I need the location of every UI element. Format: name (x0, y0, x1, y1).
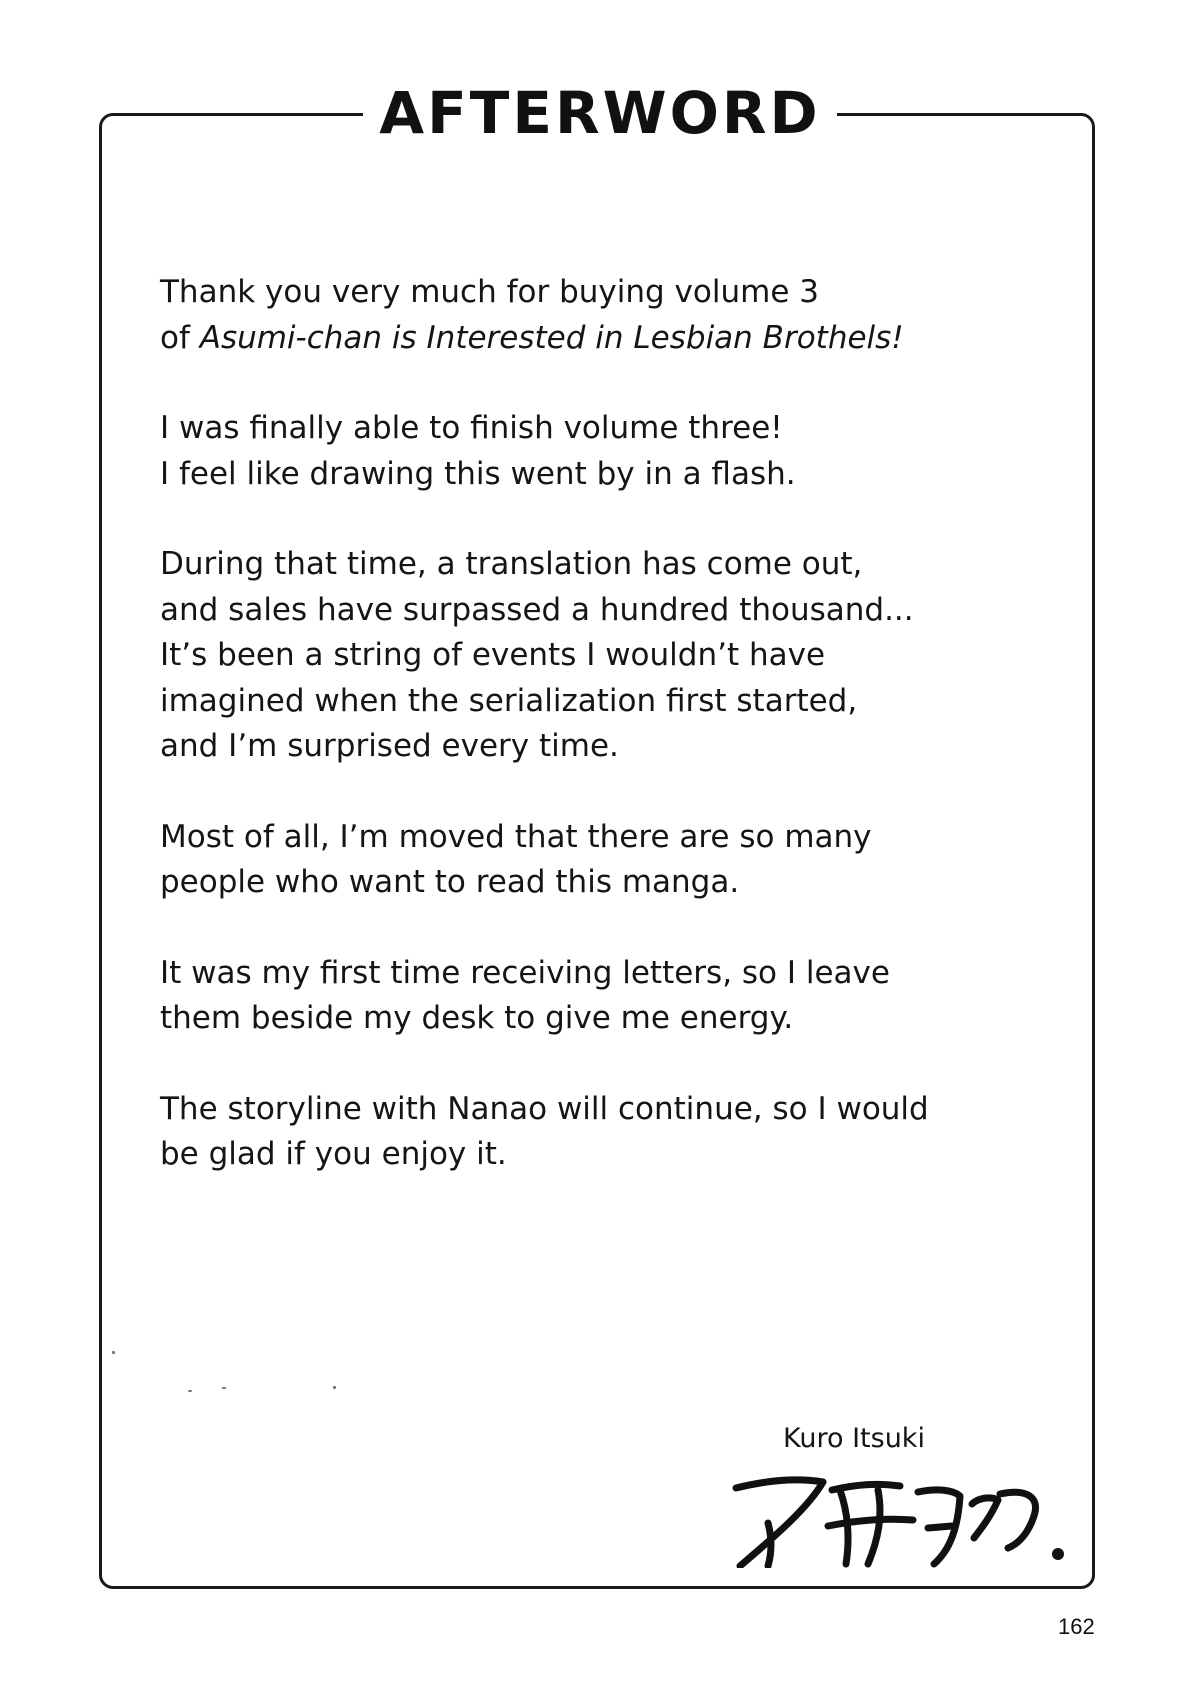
paragraph-5 (160, 951, 1060, 1042)
scan-speck (188, 1390, 192, 1392)
signature-stroke (736, 1480, 823, 1488)
signature-stroke (1000, 1492, 1036, 1548)
page-number: 162 (1058, 1614, 1095, 1639)
signature-stroke (972, 1498, 998, 1538)
paragraph-4-line-1: Most of all, I’m moved that there are so many (160, 818, 872, 855)
paragraph-2-line-1: I was finally able to finish volume three! (160, 410, 783, 446)
paragraph-5-line-1: It was my first time receiving letters, so I leave (160, 954, 890, 991)
signature-stroke (740, 1482, 823, 1566)
paragraph-4-line-2: people who want to read this manga. (160, 864, 740, 900)
paragraph-4 (160, 815, 1060, 906)
signature-stroke (768, 1523, 771, 1566)
paragraph-6 (160, 1087, 1060, 1178)
paragraph-3-line-1: During that time, a translation has come out, (160, 546, 863, 582)
paragraph-1-line-1: Thank you very much for buying volume 3 (160, 274, 819, 310)
book-title: Asumi-chan is Interested in Lesbian Brothels! (199, 319, 904, 356)
author-signature (728, 1468, 1068, 1568)
paragraph-2-line-2: I feel like drawing this went by in a flash. (160, 455, 796, 492)
paragraph-3-line-5: and I’m surprised every time. (160, 728, 619, 764)
signature-stroke (928, 1526, 952, 1528)
paragraph-3-line-3: It’s been a string of events I wouldn’t have (160, 637, 826, 673)
paragraph-2 (160, 406, 1060, 497)
afterword-body (160, 270, 1060, 1223)
paragraph-1 (160, 270, 1060, 361)
signature-dot (1052, 1548, 1064, 1560)
signature-stroke (828, 1519, 913, 1526)
scan-speck (333, 1386, 336, 1389)
author-name: Kuro Itsuki (783, 1423, 925, 1454)
paragraph-6-line-1: The storyline with Nanao will continue, so I would (160, 1090, 929, 1127)
paragraph-1-line-2 (160, 316, 1060, 362)
signature-stroke (868, 1490, 880, 1564)
scan-speck (112, 1351, 115, 1354)
scan-speck (222, 1387, 226, 1389)
afterword-heading: AFTERWORD (363, 80, 836, 146)
paragraph-3-line-4: imagined when the serialization first started, (160, 682, 858, 719)
paragraph-3-line-2: and sales have surpassed a hundred thousand... (160, 591, 914, 628)
paragraph-5-line-2: them beside my desk to give me energy. (160, 1000, 794, 1036)
paragraph-6-line-2: be glad if you enjoy it. (160, 1136, 507, 1172)
paragraph-3 (160, 542, 1060, 770)
paragraph-1-line-2-prefix: of (160, 319, 200, 356)
